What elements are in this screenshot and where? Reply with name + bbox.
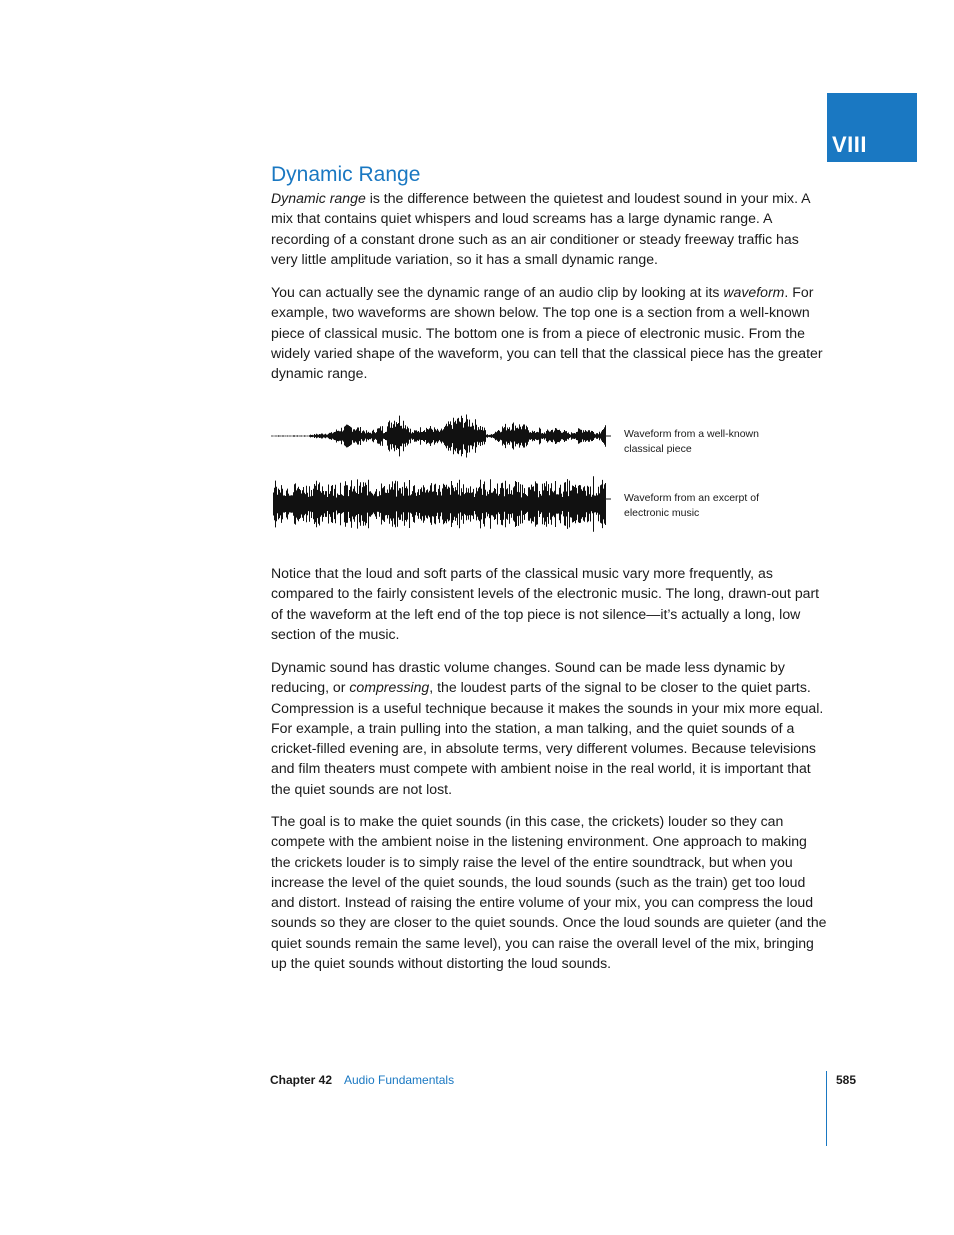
paragraph-waveform-intro — [271, 282, 827, 383]
part-tab-label: VIII — [832, 132, 868, 157]
paragraph-goal: The goal is to make the quiet sounds (in this case, the crickets) louder so they can compete with the ambient noise in the listening environment. One approach to making the crickets louder is to simply raise the level of the entire soundtrack, but when you increase the level of the quiet sounds, the loud sounds (such as the train) get too loud and distort. Instead of raising the entire volume of your mix, you can compress the loud sounds so they are closer to the quiet sounds. Once the loud sounds are quieter (and the quiet sounds remain the same level), you can raise the overall level of the mix, bringing up the quiet sounds without distorting the loud sounds. — [271, 813, 827, 972]
electronic-waveform — [274, 476, 606, 531]
paragraph-text: You can actually see the dynamic range of an audio clip by looking at its — [271, 284, 724, 300]
footer-chapter-title: Audio Fundamentals — [344, 1073, 455, 1087]
footer-divider — [826, 1071, 827, 1146]
term-waveform: waveform — [723, 284, 785, 300]
classical-waveform — [272, 415, 606, 458]
paragraph-compression — [271, 657, 827, 799]
paragraph-text: . For example, two waveforms are shown below. The top one is a section from a well-known piece of classical music. The bottom one is from a piece of electronic music. From the widely varied shape of the waveform, you can tell that the classical piece has the greater dynamic range. — [271, 284, 823, 382]
waveform-figure — [271, 405, 791, 541]
paragraph-waveform-comparison: Notice that the loud and soft parts of the classical music vary more frequently, as compared to the fairly consistent levels of the electronic music. The long, drawn-out part of the waveform at the left end of the top piece is not silence—it’s actually a long, low section of the music. — [271, 565, 820, 642]
paragraph-text: Dynamic sound has drastic volume changes. Sound can be made less dynamic by reducing, or — [271, 659, 785, 696]
paragraph-text: , the loudest parts of the signal to be closer to the quiet parts. Compression is a useful technique because it makes the sounds in your mix more equal. For example, a train pulling into the station, a man talking, and the quiet sounds of a cricket-filled evening are, in absolute terms, very different volumes. Because televisions and film theaters must compete with ambient noise in the real world, it is important that the quiet sounds are not lost. — [271, 679, 824, 797]
paragraph-dynamic-range-definition — [271, 188, 827, 269]
waveform-graphic — [271, 405, 611, 541]
term-compressing: compressing — [349, 679, 430, 696]
callout-electronic: Waveform from an excerpt of electronic music — [624, 492, 759, 519]
part-tab — [827, 93, 917, 162]
section-heading: Dynamic Range — [271, 163, 421, 186]
footer-chapter: Chapter 42 — [270, 1073, 333, 1087]
paragraph-text: is the difference between the quietest and loudest sound in your mix. A mix that contains quiet whispers and loud screams has a large dynamic range. A recording of a constant drone such as an air conditioner or steady freeway traffic has very little amplitude variation, so it has a small dynamic range. — [271, 190, 810, 267]
term-dynamic-range: Dynamic range — [271, 190, 366, 206]
page-number: 585 — [836, 1073, 857, 1087]
callout-classical: Waveform from a well-known classical piece — [624, 428, 759, 455]
